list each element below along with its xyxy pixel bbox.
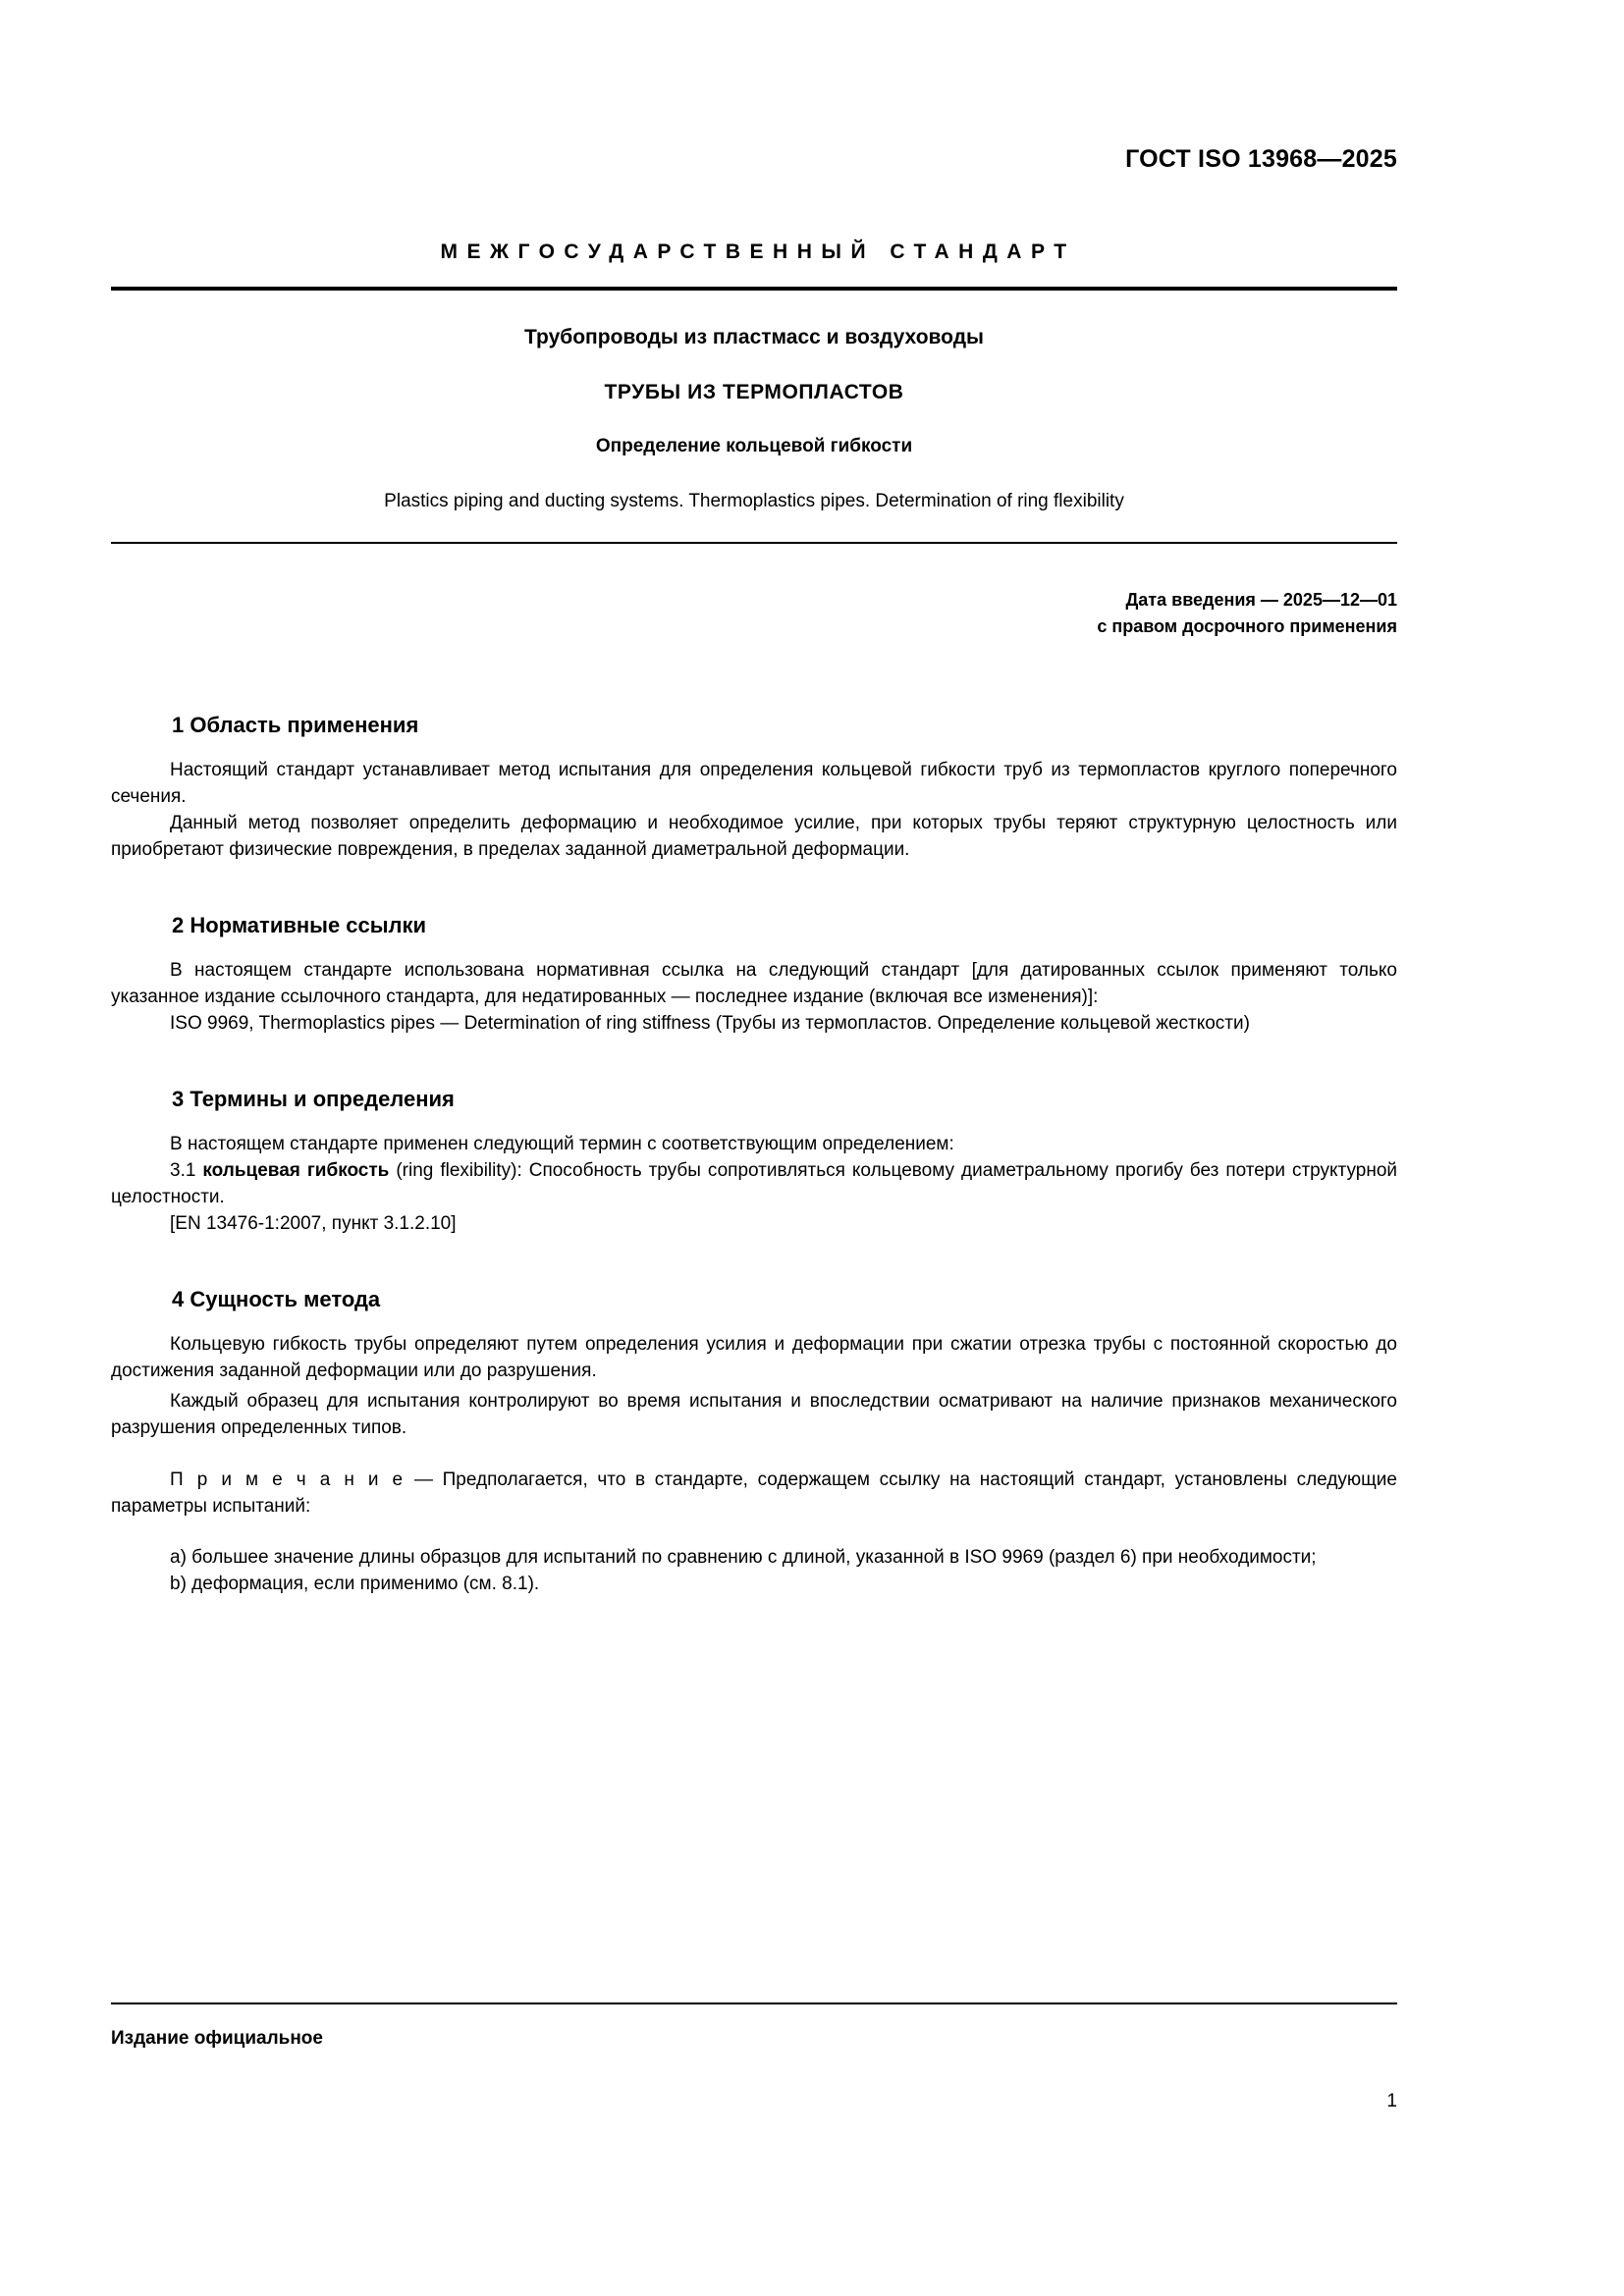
section-4-note bbox=[111, 1468, 1397, 1521]
section-4-paragraph-1: Кольцевую гибкость трубы определяют путем определения усилия и деформации при сжатии отрезка трубы с постоянной скоростью до достижения заданной деформации или до разрушения. bbox=[111, 1333, 1397, 1381]
standard-word-heading: МЕЖГОСУДАРСТВЕННЫЙ СТАНДАРТ bbox=[440, 240, 1076, 263]
introduction-date bbox=[111, 587, 1397, 640]
definition-term: кольцевая гибкость bbox=[202, 1159, 390, 1181]
section-4-item-b: b) деформация, если применимо (см. 8.1). bbox=[170, 1574, 540, 1595]
title-block bbox=[111, 326, 1397, 512]
section-4-item-a: a) большее значение длины образцов для испытаний по сравнению с длиной, указанной в ISO 9969 (раздел 6) при необходимости; bbox=[170, 1547, 1317, 1569]
divider-top bbox=[111, 287, 1397, 291]
section-1-paragraph-2: Данный метод позволяет определить деформацию и необходимое усилие, при которых трубы теряют структурную целостность или приобретают физические повреждения, в пределах заданной диаметральной деформации. bbox=[111, 812, 1397, 860]
page-content bbox=[111, 0, 1397, 1598]
title-line-2: ТРУБЫ ИЗ ТЕРМОПЛАСТОВ bbox=[604, 381, 904, 403]
section-3-paragraph-1: В настоящем стандарте применен следующий термин с соответствующим определением: bbox=[170, 1133, 954, 1154]
introduction-date-line-2: с правом досрочного применения bbox=[1097, 616, 1397, 636]
section-heading-1: 1 Область применения bbox=[172, 713, 419, 737]
section-3-definition bbox=[111, 1158, 1397, 1211]
note-label: П р и м е ч а н и е bbox=[170, 1468, 406, 1490]
section-3-source-reference: [EN 13476-1:2007, пункт 3.1.2.10] bbox=[170, 1212, 457, 1234]
document-number: ГОСТ ISO 13968—2025 bbox=[1125, 145, 1397, 173]
section-heading-4: 4 Сущность метода bbox=[172, 1286, 381, 1311]
definition-text: (ring flexibility): Способность трубы сопротивляться кольцевому диаметральному прогибу без потери структурной целостности. bbox=[111, 1159, 1397, 1207]
official-edition-label: Издание официальное bbox=[111, 2028, 323, 2049]
page-number: 1 bbox=[1386, 2091, 1397, 2111]
title-line-1: Трубопроводы из пластмасс и воздуховоды bbox=[524, 326, 984, 348]
section-1-paragraph-1: Настоящий стандарт устанавливает метод испытания для определения кольцевой гибкости труб из термопластов круглого поперечного сечения. bbox=[111, 760, 1397, 807]
section-2-paragraph-2: ISO 9969, Thermoplastics pipes — Determination of ring stiffness (Трубы из термопластов. Определение кольцевой жесткости) bbox=[170, 1012, 1250, 1034]
page-footer bbox=[111, 2002, 1397, 2112]
section-heading-2: 2 Нормативные ссылки bbox=[172, 912, 427, 937]
definition-number: 3.1 bbox=[170, 1159, 196, 1181]
title-line-english: Plastics piping and ducting systems. Thermoplastics pipes. Determination of ring flexibility bbox=[384, 491, 1124, 511]
note-text: — Предполагается, что в стандарте, содержащем ссылку на настоящий стандарт, установлены следующие параметры испытаний: bbox=[111, 1468, 1397, 1517]
section-4-paragraph-2: Каждый образец для испытания контролируют во время испытания и впоследствии осматривают на наличие признаков механического разрушения определенных типов. bbox=[111, 1390, 1397, 1438]
introduction-date-line-1: Дата введения — 2025—12—01 bbox=[1125, 590, 1397, 610]
title-line-3: Определение кольцевой гибкости bbox=[595, 436, 913, 456]
divider-under-title bbox=[111, 542, 1397, 544]
section-2-paragraph-1: В настоящем стандарте использована нормативная ссылка на следующий стандарт [для датированных ссылок применяют только указанное издание ссылочного стандарта, для недатированных — последнее издание (включая все изменения)]: bbox=[111, 959, 1397, 1007]
section-heading-3: 3 Термины и определения bbox=[172, 1086, 455, 1111]
